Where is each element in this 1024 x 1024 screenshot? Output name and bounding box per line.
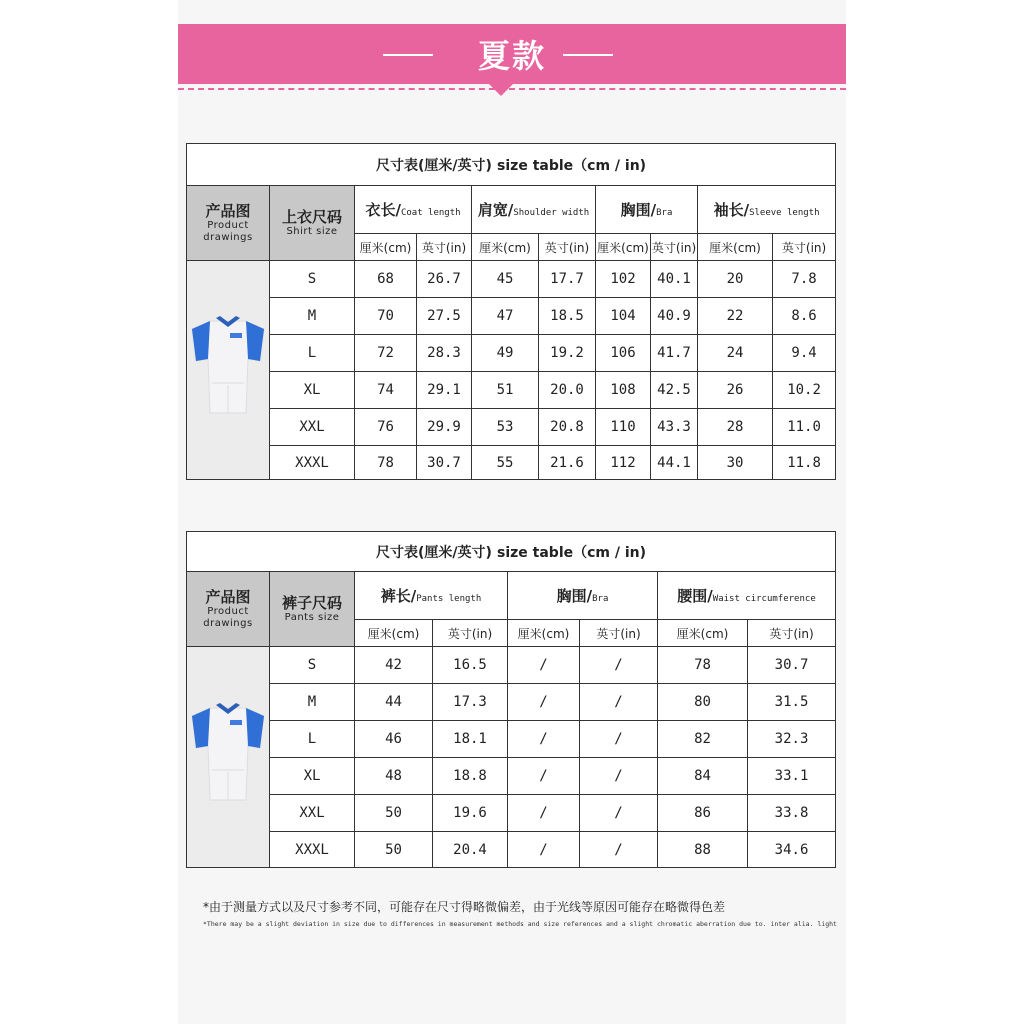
unit-cm: 厘米(cm): [658, 620, 748, 647]
value-cell: 9.4: [773, 335, 836, 372]
value-cell: 49: [472, 335, 539, 372]
value-cell: 21.6: [539, 446, 596, 480]
value-cell: 42.5: [651, 372, 698, 409]
value-cell: 28.3: [417, 335, 472, 372]
size-cell: XXXL: [270, 446, 355, 480]
value-cell: 11.0: [773, 409, 836, 446]
size-cell: M: [270, 298, 355, 335]
value-cell: 18.1: [433, 721, 508, 758]
pants-size-table: [186, 531, 836, 868]
unit-in: 英寸(in): [748, 620, 836, 647]
sportswear-set-image: [190, 313, 266, 423]
value-cell: 20.8: [539, 409, 596, 446]
unit-cm: 厘米(cm): [472, 234, 539, 261]
value-cell: 19.6: [433, 795, 508, 832]
value-cell: /: [508, 795, 580, 832]
waist-header: 腰围/Waist circumference: [658, 572, 836, 620]
table-row: [187, 684, 836, 721]
shoulder-width-header: 肩宽/Shoulder width: [472, 186, 596, 234]
shirt-table-title: 尺寸表(厘米/英寸) size table（cm / in): [187, 144, 836, 186]
table-row: [187, 832, 836, 868]
banner-title: 夏款: [477, 37, 546, 75]
value-cell: /: [508, 684, 580, 721]
value-cell: 112: [596, 446, 651, 480]
table-row: [187, 298, 836, 335]
unit-cm: 厘米(cm): [355, 234, 417, 261]
value-cell: 42: [355, 647, 433, 684]
value-cell: 78: [355, 446, 417, 480]
unit-cm: 厘米(cm): [355, 620, 433, 647]
table-row: [187, 758, 836, 795]
value-cell: 27.5: [417, 298, 472, 335]
value-cell: 55: [472, 446, 539, 480]
value-cell: 72: [355, 335, 417, 372]
value-cell: 74: [355, 372, 417, 409]
value-cell: /: [508, 721, 580, 758]
value-cell: 16.5: [433, 647, 508, 684]
value-cell: 17.7: [539, 261, 596, 298]
table-row: [187, 647, 836, 684]
table-row: [187, 795, 836, 832]
size-cell: M: [270, 684, 355, 721]
product-image-cell: [187, 647, 270, 868]
value-cell: 40.1: [651, 261, 698, 298]
value-cell: 33.8: [748, 795, 836, 832]
value-cell: 53: [472, 409, 539, 446]
value-cell: 51: [472, 372, 539, 409]
table-row: [187, 721, 836, 758]
value-cell: 47: [472, 298, 539, 335]
value-cell: 20.4: [433, 832, 508, 868]
value-cell: 10.2: [773, 372, 836, 409]
value-cell: 88: [658, 832, 748, 868]
coat-length-header: 衣长/Coat length: [355, 186, 472, 234]
value-cell: /: [580, 758, 658, 795]
unit-cm: 厘米(cm): [698, 234, 773, 261]
table-row: [187, 335, 836, 372]
value-cell: 32.3: [748, 721, 836, 758]
value-cell: 68: [355, 261, 417, 298]
bust-header: 胸围/Bra: [596, 186, 698, 234]
product-image-cell: [187, 261, 270, 480]
value-cell: 20: [698, 261, 773, 298]
value-cell: /: [580, 684, 658, 721]
value-cell: 29.1: [417, 372, 472, 409]
size-cell: XL: [270, 758, 355, 795]
value-cell: 18.5: [539, 298, 596, 335]
size-cell: XL: [270, 372, 355, 409]
table-row: [187, 261, 836, 298]
pants-table-title: 尺寸表(厘米/英寸) size table（cm / in): [187, 532, 836, 572]
value-cell: 40.9: [651, 298, 698, 335]
value-cell: 7.8: [773, 261, 836, 298]
value-cell: 70: [355, 298, 417, 335]
value-cell: 106: [596, 335, 651, 372]
value-cell: 11.8: [773, 446, 836, 480]
value-cell: 46: [355, 721, 433, 758]
value-cell: 84: [658, 758, 748, 795]
disclaimer-en: *There may be a slight deviation in size due to differences in measurement methods and size references and a slight chromatic aberration due to. inter alia. light: [203, 920, 837, 928]
value-cell: 17.3: [433, 684, 508, 721]
value-cell: 28: [698, 409, 773, 446]
value-cell: 22: [698, 298, 773, 335]
size-cell: S: [270, 647, 355, 684]
value-cell: 50: [355, 795, 433, 832]
size-cell: L: [270, 721, 355, 758]
shirt-size-header: 上衣尺码 Shirt size: [270, 186, 355, 261]
value-cell: 104: [596, 298, 651, 335]
unit-in: 英寸(in): [539, 234, 596, 261]
value-cell: /: [508, 758, 580, 795]
unit-cm: 厘米(cm): [596, 234, 651, 261]
value-cell: 33.1: [748, 758, 836, 795]
value-cell: 78: [658, 647, 748, 684]
sleeve-length-header: 袖长/Sleeve length: [698, 186, 836, 234]
product-drawing-header: 产品图 Product drawings: [187, 572, 270, 647]
value-cell: /: [580, 832, 658, 868]
value-cell: 30.7: [748, 647, 836, 684]
size-cell: L: [270, 335, 355, 372]
value-cell: 31.5: [748, 684, 836, 721]
unit-in: 英寸(in): [773, 234, 836, 261]
unit-in: 英寸(in): [580, 620, 658, 647]
size-cell: XXXL: [270, 832, 355, 868]
value-cell: 20.0: [539, 372, 596, 409]
disclaimer-zh: *由于测量方式以及尺寸参考不同，可能存在尺寸得略微偏差，由于光线等原因可能存在略微得色差: [203, 900, 726, 914]
divider-notch: [489, 84, 513, 96]
value-cell: 26.7: [417, 261, 472, 298]
value-cell: 45: [472, 261, 539, 298]
sportswear-set-image: [190, 700, 266, 810]
value-cell: 50: [355, 832, 433, 868]
pants-length-header: 裤长/Pants length: [355, 572, 508, 620]
value-cell: 80: [658, 684, 748, 721]
value-cell: /: [580, 795, 658, 832]
value-cell: 43.3: [651, 409, 698, 446]
value-cell: 108: [596, 372, 651, 409]
bust-header: 胸围/Bra: [508, 572, 658, 620]
value-cell: 29.9: [417, 409, 472, 446]
value-cell: 76: [355, 409, 417, 446]
shirt-size-table: [186, 143, 836, 480]
unit-in: 英寸(in): [417, 234, 472, 261]
value-cell: 48: [355, 758, 433, 795]
value-cell: 30: [698, 446, 773, 480]
pants-size-header: 裤子尺码 Pants size: [270, 572, 355, 647]
value-cell: 82: [658, 721, 748, 758]
value-cell: 30.7: [417, 446, 472, 480]
value-cell: 41.7: [651, 335, 698, 372]
value-cell: 26: [698, 372, 773, 409]
size-cell: XXL: [270, 795, 355, 832]
size-cell: XXL: [270, 409, 355, 446]
value-cell: /: [508, 647, 580, 684]
table-row: [187, 446, 836, 480]
value-cell: 86: [658, 795, 748, 832]
unit-in: 英寸(in): [651, 234, 698, 261]
table-row: [187, 372, 836, 409]
value-cell: /: [508, 832, 580, 868]
size-cell: S: [270, 261, 355, 298]
value-cell: 18.8: [433, 758, 508, 795]
product-drawing-header: 产品图 Product drawings: [187, 186, 270, 261]
table-row: [187, 409, 836, 446]
value-cell: 44: [355, 684, 433, 721]
unit-in: 英寸(in): [433, 620, 508, 647]
value-cell: 19.2: [539, 335, 596, 372]
value-cell: /: [580, 721, 658, 758]
value-cell: 110: [596, 409, 651, 446]
value-cell: 44.1: [651, 446, 698, 480]
value-cell: 8.6: [773, 298, 836, 335]
value-cell: 24: [698, 335, 773, 372]
value-cell: 34.6: [748, 832, 836, 868]
value-cell: /: [580, 647, 658, 684]
unit-cm: 厘米(cm): [508, 620, 580, 647]
value-cell: 102: [596, 261, 651, 298]
